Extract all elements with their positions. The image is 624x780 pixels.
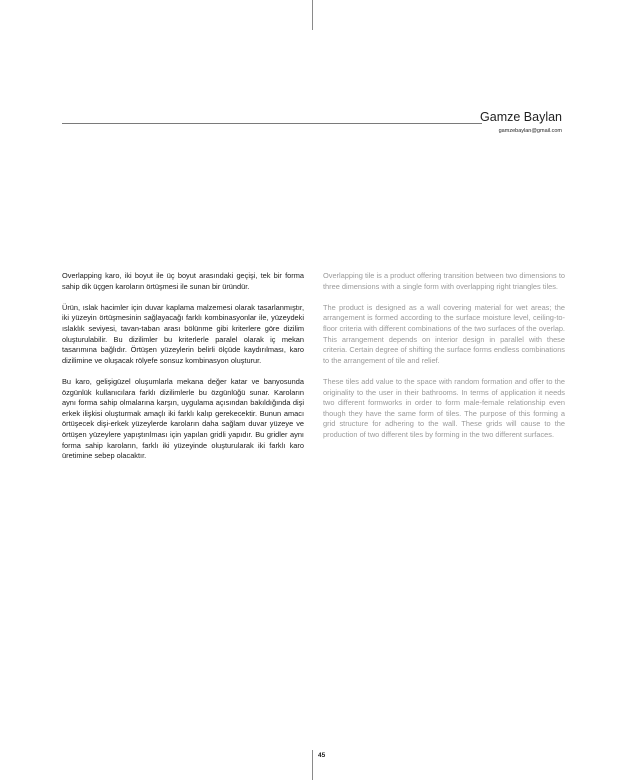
bottom-center-divider	[312, 750, 313, 780]
top-center-divider	[312, 0, 313, 30]
english-paragraph: Overlapping tile is a product offering transition between two dimensions to three dimensions with a single form with overlapping right triangles tiles.	[323, 271, 565, 291]
turkish-paragraph: Ürün, ıslak hacimler için duvar kaplama malzemesi olarak tasarlanmıştır, iki yüzeyin örtüşmesinin sağlayacağı farklı kombinasyonlar ile, yüzeydeki ıslaklık seviyesi, tavan-taban arası bölünme gibi kriterlere göre dizilim oluşturulabilir. Bu dizilimler bu kriterlerle paralel olarak iç mekan tasarımına bağlıdır. Örtüşen yüzeylerin belirli ölçüde kaydırılması, karo dizilimine ve oluşacak rölyefe sonsuz kombinasyon oluşturur.	[62, 302, 304, 365]
turkish-text-column	[62, 271, 304, 472]
author-email: gamzebaylan@gmail.com	[498, 128, 562, 134]
author-name: Gamze Baylan	[480, 110, 562, 124]
turkish-paragraph: Overlapping karo, iki boyut ile üç boyut arasındaki geçişi, tek bir forma sahip dik üçgen karoların örtüşmesi ile sunan bir üründür.	[62, 271, 304, 291]
english-text-column	[323, 271, 565, 451]
page-number: 45	[318, 752, 326, 759]
english-paragraph: These tiles add value to the space with random formation and offer to the originality to the user in their bathrooms. In terms of application it needs two different formworks in order to form male-female relationship even though they have the same form of tiles. The purpose of this forming a grid structure for adhering to the wall. These grids will cause to the production of two different tiles by forming in the two different surfaces.	[323, 376, 565, 439]
turkish-paragraph: Bu karo, gelişigüzel oluşumlarla mekana değer katar ve banyosunda özgünlük kullanıcılara farklı dizilimlerle bu özgünlüğü sunar. Karoların aynı forma sahip olmalarına karşın, uygulama açısından bakıldığında dişi erkek ilişkisi oluşturmak amaçlı iki farklı kalıp gerekecektir. Bunun amacı örtüşecek dişi-erkek yüzeylerde karoların daha sağlam duvar yüzeye ve örtüşen yüzeylere yapıştırılması için yapılan gridli yapıdır. Bu gridler aynı forma sahip karoların, farklı iki yüzeyinde oluşturularak iki farklı karo üretimine sebep olacaktır.	[62, 376, 304, 461]
english-paragraph: The product is designed as a wall covering material for wet areas; the arrangement is formed according to the surface moisture level, ceiling-to-floor criteria with different combinations of the two surfaces of the overlap. This arrangement depends on interior design in parallel with these criteria. Certain degree of shifting the surface forms endless combinations to the arrangement of tile and relief.	[323, 302, 565, 365]
header-rule	[62, 123, 482, 124]
